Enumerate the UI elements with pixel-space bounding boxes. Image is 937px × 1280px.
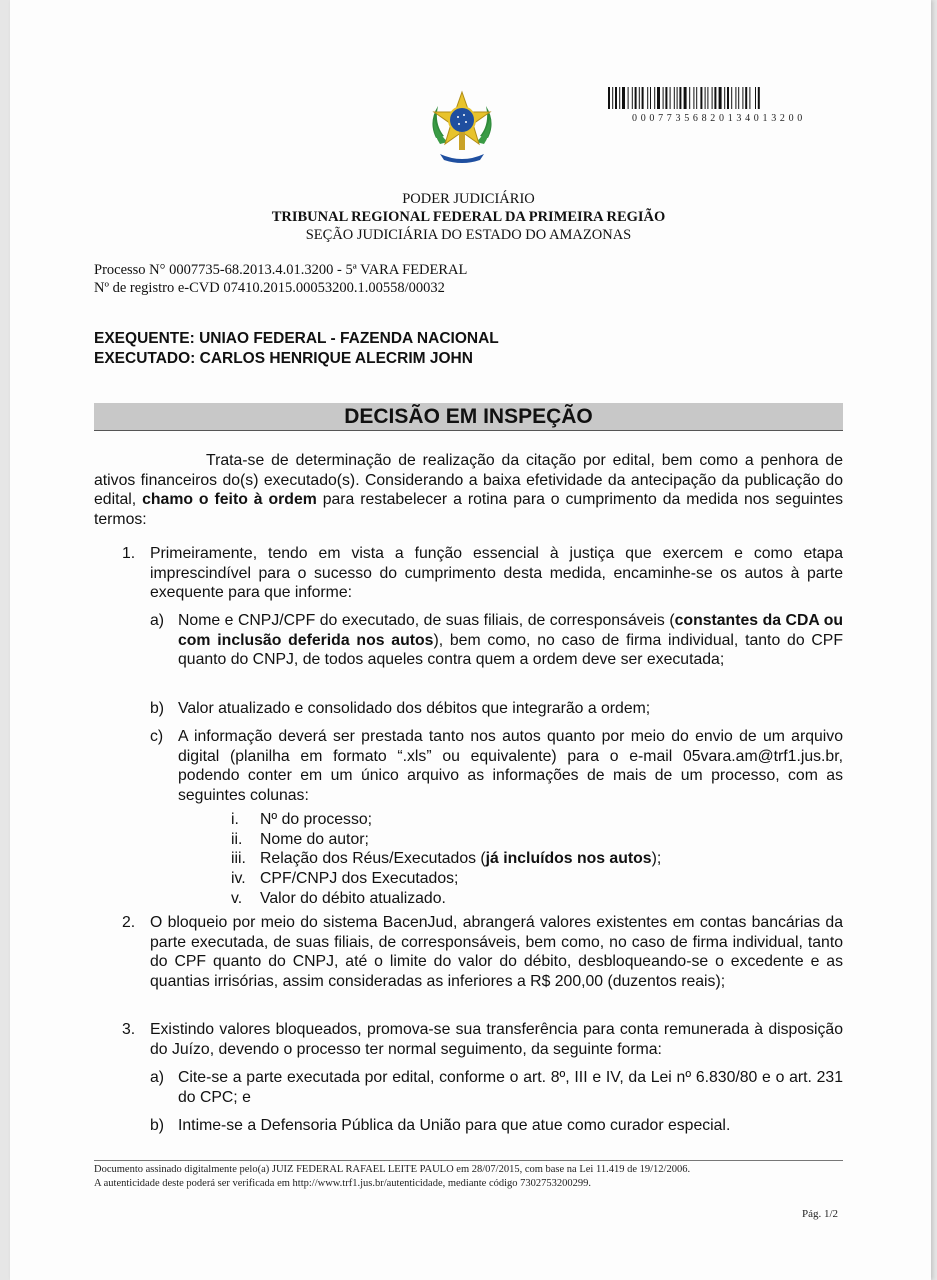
item-2	[122, 913, 843, 992]
item-3-number: 3.	[122, 1021, 136, 1038]
exequente: EXEQUENTE: UNIAO FEDERAL - FAZENDA NACIONAL	[94, 330, 499, 347]
document-title: DECISÃO EM INSPEÇÃO	[94, 403, 843, 431]
item-1b-letter: b)	[150, 700, 165, 717]
item-3	[122, 1020, 843, 1059]
item-1b	[150, 699, 843, 719]
list-item: ii. Nome do autor;	[231, 830, 369, 848]
item-1a	[150, 611, 843, 670]
item-3a	[150, 1068, 843, 1107]
list-item: i. Nº do processo;	[231, 811, 373, 828]
item-2-text: O bloqueio por meio do sistema BacenJud, abrangerá valores existentes em contas bancárias da parte executada, de suas filiais, de corresponsáveis, bem como, no caso de firma individual, tanto do CPF quanto do CNPJ, até o limite do valor do débito, desbloqueando-se o excedente e as quantias irrisórias, assim consideradas as inferiores a R$ 200,00 (duzentos reais);	[150, 914, 843, 991]
authenticity-line: A autenticidade deste poderá ser verificada em http://www.trf1.jus.br/autenticidade, mediante código 7302753200299.	[94, 1177, 592, 1189]
item-3b-letter: b)	[150, 1117, 165, 1134]
process-info	[94, 261, 467, 297]
parties	[94, 329, 499, 368]
registry-number: Nº de registro e-CVD 07410.2015.00053200.1.00558/00032	[94, 280, 445, 296]
item-1c-text: A informação deverá ser prestada tanto nos autos quanto por meio do envio de um arquivo digital (planilha em formato “.xls” ou equivalente) para o e-mail 05vara.am@trf1.jus.br, podendo conter em um único arquivo as informações de mais de um processo, com as seguintes colunas:	[178, 728, 843, 805]
item-2-number: 2.	[122, 914, 136, 931]
intro-text-1: Trata-se de determinação de realização da citação por edital, bem como a penhora de ativos financeiros do(s) executado(s). Considerando a baixa efetividade da antecipação da publicação do edital,	[94, 452, 843, 509]
list-item: iii. Relação dos Réus/Executados (já incluídos nos autos);	[231, 850, 662, 868]
item-1a-bold: constantes da CDA ou com inclusão deferida nos autos	[178, 612, 844, 649]
barcode-number: 00077356820134013200	[632, 113, 806, 124]
barcode-icon	[608, 87, 830, 109]
footer-divider	[94, 1160, 843, 1161]
list-item: v. Valor do débito atualizado.	[231, 889, 446, 907]
header-line-2: TRIBUNAL REGIONAL FEDERAL DA PRIMEIRA REGIÃO	[271, 209, 666, 225]
item-1	[122, 544, 843, 603]
page-number: Pág. 1/2	[802, 1208, 839, 1220]
item-1-text: Primeiramente, tendo em vista a função essencial à justiça que exercem e como etapa imprescindível para o sucesso do cumprimento desta medida, encaminhe-se os autos à parte exequente para que informe:	[150, 545, 843, 602]
item-1c-letter: c)	[150, 728, 164, 745]
item-3a-letter: a)	[150, 1069, 165, 1086]
header-line-1: PODER JUDICIÁRIO	[402, 191, 535, 207]
header-line-3: SEÇÃO JUDICIÁRIA DO ESTADO DO AMAZONAS	[305, 227, 632, 243]
process-number: Processo N° 0007735-68.2013.4.01.3200 - 5ª VARA FEDERAL	[94, 262, 468, 278]
item-3a-text: Cite-se a parte executada por edital, conforme o art. 8º, III e IV, da Lei nº 6.830/80 e o art. 231 do CPC; e	[178, 1069, 843, 1106]
item-1c	[150, 727, 843, 806]
executado: EXECUTADO: CARLOS HENRIQUE ALECRIM JOHN	[94, 349, 473, 367]
item-1a-text-1: Nome e CNPJ/CPF do executado, de suas filiais, de corresponsáveis (	[178, 612, 675, 629]
court-header	[0, 190, 937, 244]
item-3b	[150, 1116, 843, 1136]
item-1b-text: Valor atualizado e consolidado dos débitos que integrarão a ordem;	[178, 700, 651, 717]
intro-text-2: para restabelecer a rotina para o cumprimento da medida nos seguintes termos:	[94, 491, 844, 529]
column-list	[231, 810, 661, 909]
brazil-coat-of-arms-icon	[422, 88, 502, 168]
signature-footer	[94, 1163, 690, 1190]
list-item: iv. CPF/CNPJ dos Executados;	[231, 870, 459, 888]
item-1a-letter: a)	[150, 612, 165, 629]
item-1-number: 1.	[122, 545, 136, 562]
item-1a-text-2: ), bem como, no caso de firma individual, tanto do CPF quanto do CNPJ, de todos aqueles contra quem a ordem deve ser executada;	[178, 631, 843, 669]
item-3-text: Existindo valores bloqueados, promova-se sua transferência para conta remunerada à disposição do Juízo, devendo o processo ter normal seguimento, da seguinte forma:	[150, 1021, 843, 1058]
item-3b-text: Intime-se a Defensoria Pública da União para que atue como curador especial.	[178, 1117, 731, 1134]
signature-line: Documento assinado digitalmente pelo(a) JUIZ FEDERAL RAFAEL LEITE PAULO em 28/07/2015, com base na Lei 11.419 de 19/12/2006.	[94, 1164, 691, 1175]
intro-bold: chamo o feito à ordem	[142, 491, 317, 509]
intro-paragraph	[94, 451, 843, 530]
